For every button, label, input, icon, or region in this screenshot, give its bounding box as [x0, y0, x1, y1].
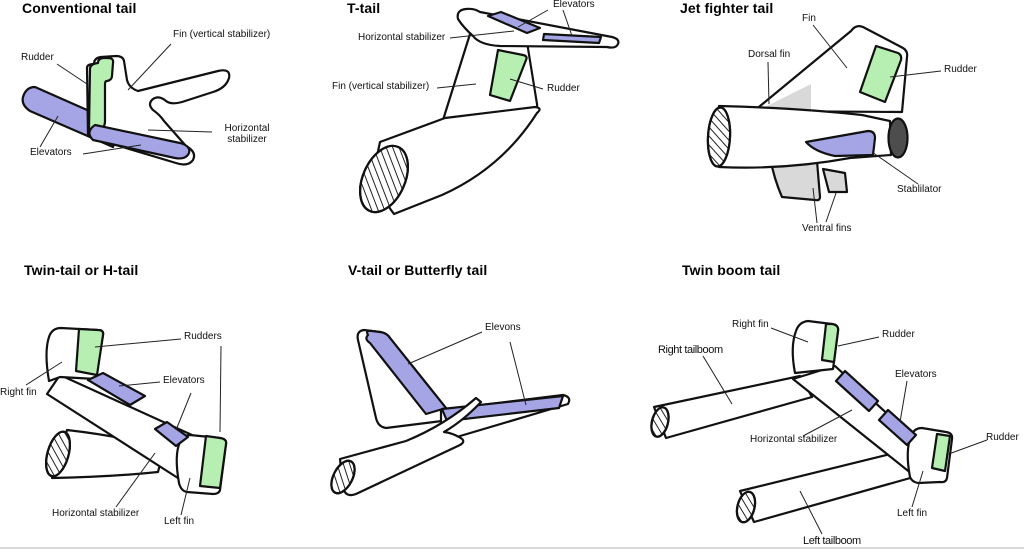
label-elevators: Elevators	[895, 369, 937, 380]
label-elevons: Elevons	[485, 322, 521, 333]
twin-tail-drawing	[0, 250, 330, 555]
leader-line-dorsal-fin	[768, 62, 769, 104]
label-rudder: Rudder	[21, 52, 54, 63]
leader-line-elevators	[900, 381, 907, 422]
exhaust-nozzle	[889, 119, 908, 158]
leader-line-rudder-top	[838, 337, 879, 346]
label-horizontal-stabilizer: Horizontal stabilizer	[224, 123, 270, 145]
label-horizontal-stabilizer: Horizontal stabilizer	[52, 508, 140, 519]
panel-t-tail	[330, 0, 670, 250]
label-left-fin: Left fin	[897, 508, 928, 519]
label-right-fin: Right fin	[732, 319, 769, 330]
label-fin: Fin (vertical stabilizer)	[332, 81, 430, 92]
label-left-fin: Left fin	[164, 516, 195, 527]
panel-title: V-tail or Butterfly tail	[348, 262, 488, 278]
label-ventral-fins: Ventral fins	[802, 223, 852, 234]
twin-boom-tail-drawing	[630, 250, 1024, 555]
panel-conventional-tail	[0, 0, 330, 250]
leader-line-elevons-right	[510, 342, 526, 405]
leader-line-fin	[128, 44, 171, 90]
label-horizontal-stabilizer: Horizontal stabilizer	[750, 434, 838, 445]
panel-title: Twin-tail or H-tail	[24, 262, 139, 278]
right-rudder-surface	[76, 329, 103, 375]
label-rudders: Rudders	[184, 331, 222, 342]
label-rudder-top: Rudder	[882, 329, 915, 340]
leader-line-elevators-lower	[176, 393, 191, 430]
right-tailboom-body	[654, 376, 812, 438]
label-elevators: Elevators	[163, 375, 205, 386]
panel-jet-fighter-tail	[670, 0, 1024, 250]
right-rudder-surface	[822, 324, 838, 362]
panel-title: Twin boom tail	[682, 262, 781, 278]
label-elevators: Elevators	[30, 147, 72, 158]
leader-line-horizontal-stabilizer	[803, 410, 852, 436]
label-rudder: Rudder	[944, 64, 977, 75]
panel-twin-boom-tail	[630, 250, 1024, 555]
panel-title: Jet fighter tail	[680, 0, 774, 16]
label-stabilator: Stablilator	[897, 184, 942, 195]
label-dorsal-fin: Dorsal fin	[748, 49, 791, 60]
ventral-fin-small	[823, 169, 847, 192]
label-fin: Fin (vertical stabilizer)	[173, 29, 271, 40]
label-horizontal-stabilizer: Horizontal stabilizer	[358, 32, 446, 43]
leader-line-rudder	[57, 64, 87, 84]
leader-line-rudders-right	[220, 346, 221, 432]
label-elevators: Elevators	[553, 0, 595, 10]
panel-title: Conventional tail	[22, 0, 137, 16]
conventional-tail-drawing	[0, 0, 330, 250]
label-rudder-right: Rudder	[986, 432, 1019, 443]
leader-line-elevators-upper	[40, 116, 58, 147]
label-rudder: Rudder	[547, 83, 580, 94]
label-fin: Fin	[802, 13, 816, 24]
leader-line-rudders-left	[95, 339, 181, 347]
leader-line-elevons-left	[408, 332, 482, 364]
panel-v-tail	[330, 250, 670, 555]
v-tail-drawing	[330, 250, 670, 555]
label-right-fin: Right fin	[0, 387, 37, 398]
leader-line-ventral-fin-small	[826, 193, 836, 222]
panel-title: T-tail	[347, 0, 381, 16]
label-left-tailboom: Left tailboom	[803, 535, 861, 547]
jet-fighter-tail-drawing	[670, 0, 1024, 250]
bottom-divider	[0, 547, 1024, 549]
panel-twin-tail	[0, 250, 330, 555]
label-right-tailboom: Right tailboom	[658, 344, 723, 356]
